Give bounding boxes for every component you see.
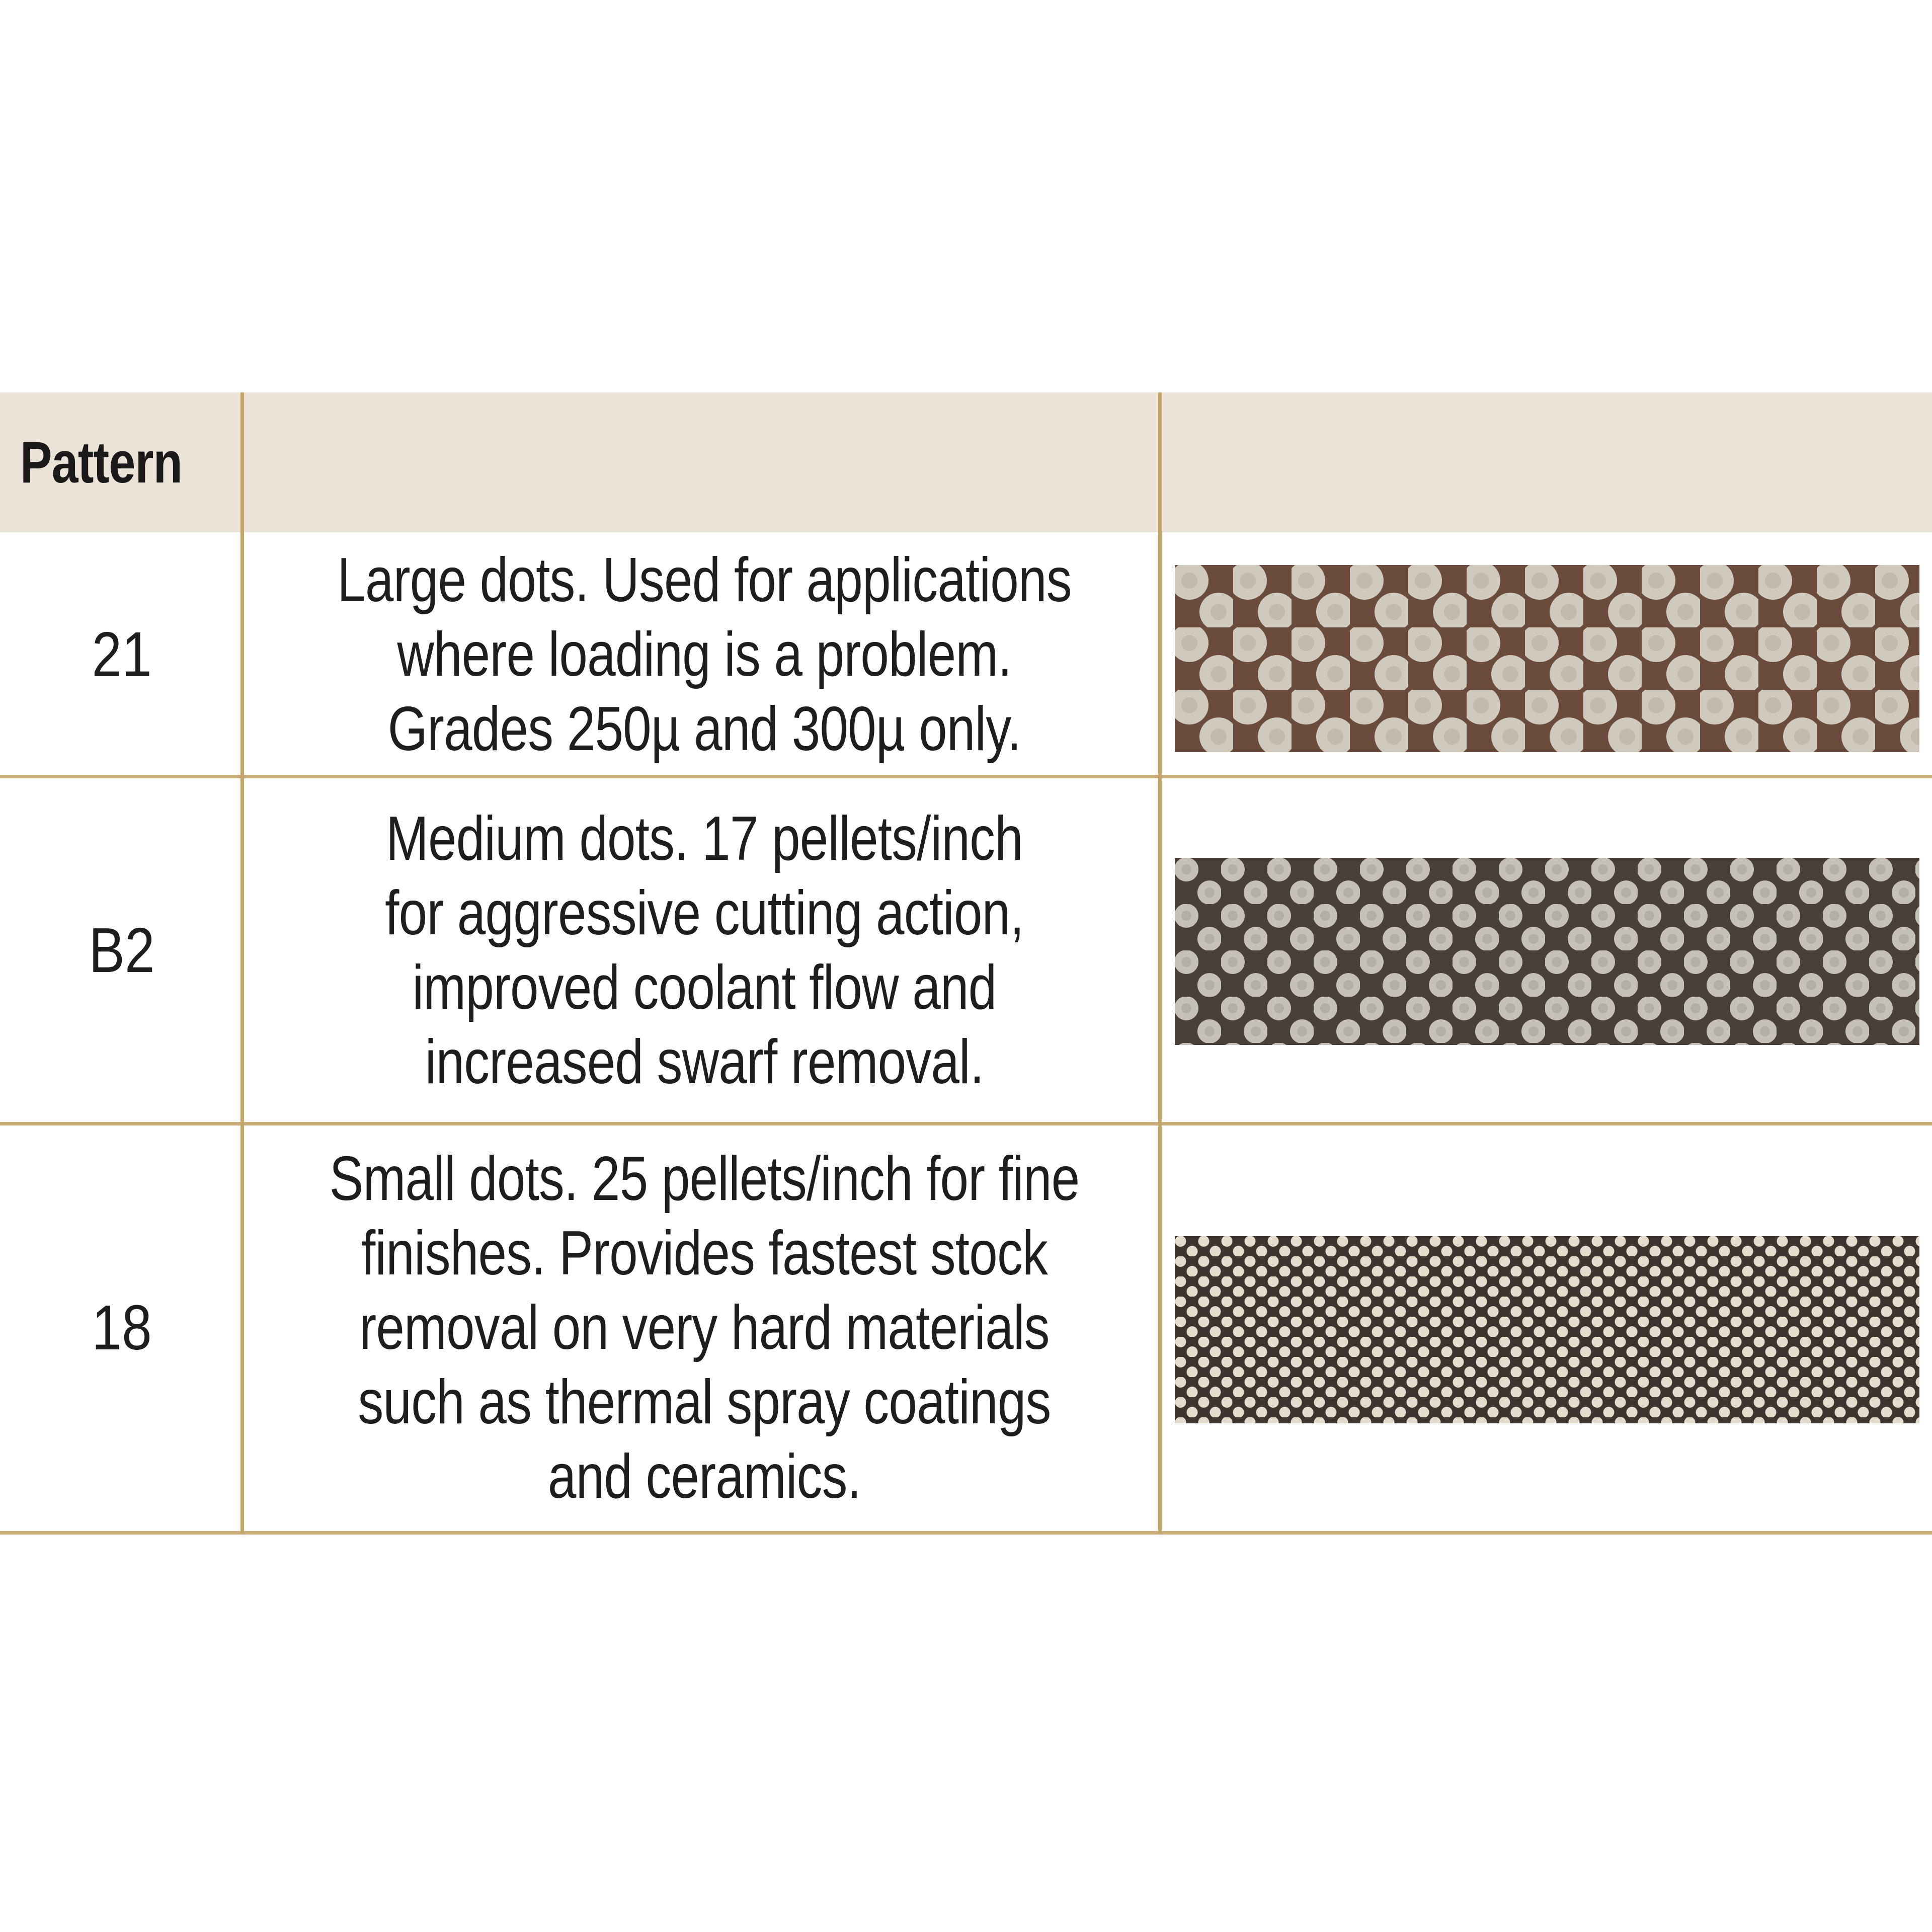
medium-dot-pattern-icon — [1175, 858, 1919, 1045]
pattern-description-text: Medium dots. 17 pellets/inch for aggressive cutting action, improved coolant flow and increased swarf removal. — [384, 803, 1024, 1097]
pattern-description — [248, 532, 1161, 776]
pattern-description — [248, 1125, 1161, 1530]
row-divider — [0, 1122, 1932, 1125]
pattern-code — [0, 1125, 244, 1530]
large-dot-pattern-icon — [1175, 565, 1919, 752]
table-header-row — [0, 392, 1932, 532]
pattern-code-text: B2 — [89, 915, 155, 986]
pattern-table — [0, 392, 1932, 1535]
table-bottom-border — [0, 1531, 1932, 1535]
pattern-code — [0, 532, 244, 776]
medium-dot-pattern-swatch — [1175, 858, 1919, 1045]
pattern-description-text: Small dots. 25 pellets/inch for fine finishes. Provides fastest stock removal on very hard materials such as thermal spray coatings and ceramics. — [329, 1144, 1079, 1511]
pattern-description-text: Large dots. Used for applications where loading is a problem. Grades 250µ and 300µ only. — [337, 545, 1072, 764]
row-divider — [0, 775, 1932, 778]
pattern-code — [0, 778, 244, 1122]
pattern-description — [248, 778, 1161, 1122]
small-dot-pattern-icon — [1175, 1236, 1919, 1423]
table-row — [0, 532, 1932, 776]
small-dot-pattern-swatch — [1175, 1236, 1919, 1423]
pattern-column-header: Pattern — [20, 430, 182, 495]
table-row — [0, 1125, 1932, 1530]
pattern-code-text: 21 — [92, 619, 152, 690]
column-divider — [240, 392, 244, 1535]
column-divider — [1158, 392, 1162, 1535]
table-row — [0, 778, 1932, 1122]
pattern-code-text: 18 — [92, 1292, 152, 1363]
large-dot-pattern-swatch — [1175, 565, 1919, 752]
